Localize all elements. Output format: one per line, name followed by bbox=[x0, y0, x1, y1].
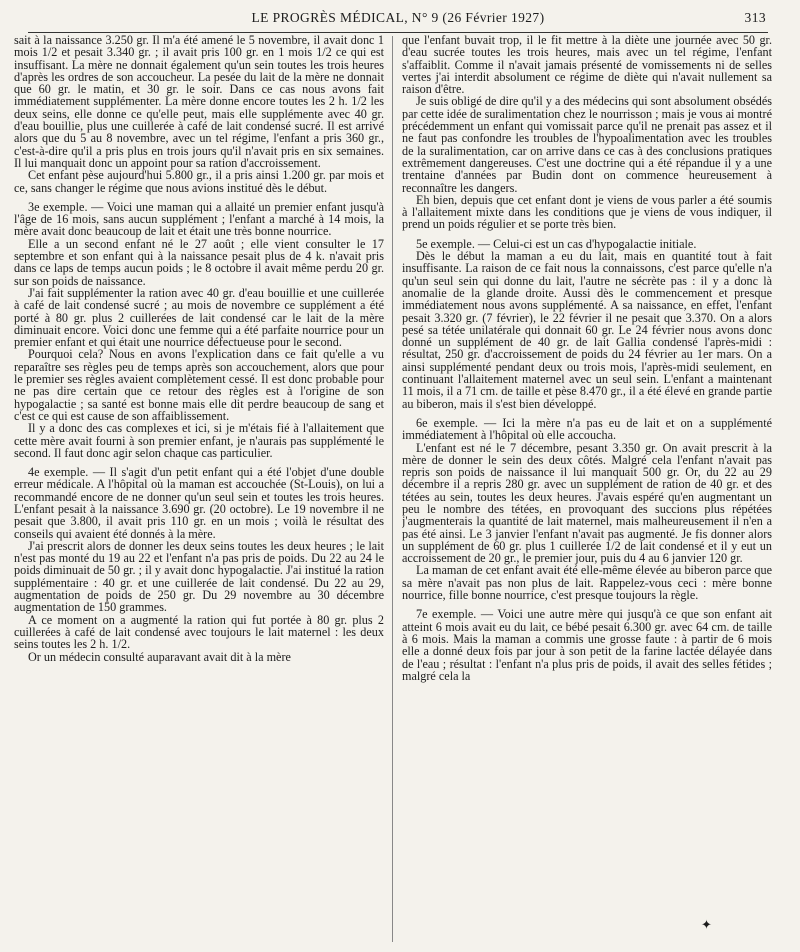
paragraph-example-6: 6e exemple. — Ici la mère n'a pas eu de lait et on a supplémenté immédiatement à l'hôpital où elle accoucha. bbox=[402, 415, 772, 443]
column-divider bbox=[392, 36, 393, 942]
paragraph: Je suis obligé de dire qu'il y a des médecins qui sont absolument obsédés par cette idée de suralimentation chez le nourrisson ; mais je vous ai montré précédemment un enfant qui vomissait parce qu'il ne prenait pas assez et il ne faut pas confondre les troubles de l'hypoalimentation avec les troubles de la suralimentation, car on arrive dans ce cas à des conclusions pratiques extrêmement dangereuses. C'est une doctrine qui a été répandue il y a une trentaine d'années par Budin dont on commence heureusement à reconnaître les dangers. bbox=[402, 94, 772, 195]
paragraph-example-5: 5e exemple. — Celui-ci est un cas d'hypogalactie initiale. bbox=[416, 236, 697, 251]
paragraph: L'enfant est né le 7 décembre, pesant 3.350 gr. On avait prescrit à la mère de donner le sein des deux côtés. Malgré cela l'enfant n'avait pas repris son poids de naissance il lui manquait 500 gr. Or, du 22 au 29 décembre il a repris 280 gr. avec un supplément de ration de 40 gr. et des tétées au sein, toutes les deux heures. J'avais espéré qu'en augmentant un peu le nombre des tétées, en provoquant des succions plus répétées j'augmenterais la quantité de lait maternel, mais malheureusement il n'en a pas été ainsi. Le 3 janvier l'enfant n'avait pas augmenté. Je fis donner alors un supplément de 60 gr. plus 1 cuillerée 1/2 de lait condensé et il y eut un accroissement de 20 gr., le premier jour, puis du 4 au 6 janvier 120 gr. bbox=[402, 440, 772, 566]
paragraph: Pourquoi cela? Nous en avons l'explication dans ce fait qu'elle a vu reparaître ses règles peu de temps après son accouchement, alors que pour le premier ses règles avaient complètement cessé. Il est donc probable pour ne pas dire certain que ce retour des règles est à l'origine de son hypogalactie ; sa santé est bonne mais elle dit perdre beaucoup de sang et c'est ce qui est cause de son affaiblissement. bbox=[14, 347, 384, 423]
header-rule bbox=[28, 32, 768, 33]
running-header bbox=[28, 8, 768, 30]
paragraph: Dès le début la maman a eu du lait, mais en quantité tout à fait insuffisante. La raison de ce fait nous la connaissons, c'est parce qu'elle n'a qu'un seul sein qui donne du lait, l'autre ne sécrète pas : il y a donc là anomalie de la glande droite. Aussi dès le commencement et presque immédiatement nous avons supplémenté. A sa naissance, en effet, l'enfant pesait 3.320 gr. (7 février), le 22 février il ne pesait que 3.370. On a alors pesé sa tétée unilatérale qui donnait 60 gr. Le 24 février nous avons donc donné un supplément de 40 gr. de lait Gallia condensé l'après-midi : résultat, 250 gr. d'accroissement de poids du 24 février au 1er mars. On a ainsi supplémenté pendant deux ou trois mois, l'après-midi seulement, en continuant l'allaitement maternel avec un seul sein. L'enfant a maintenant 11 mois, il a 71 cm. de taille et pèse 8.470 gr., il a été élevé en grande partie au biberon, mais il s'est bien développé. bbox=[402, 249, 772, 411]
paragraph: La maman de cet enfant avait été elle-même élevée au biberon parce que sa mère n'avait pas non plus de lait. Rappelez-vous ceci : mère bonne nourrice, fille bonne nourrice, c'est presque toujours la règle. bbox=[402, 563, 772, 603]
paragraph: J'ai prescrit alors de donner les deux seins toutes les deux heures ; le lait n'est pas monté du 19 au 22 et l'enfant n'a pas pris de poids. Du 22 au 24 le poids diminuait de 50 gr. ; il y avait donc hypogalactie. J'ai institué la ration supplémentaire : 40 gr. et une cuillerée de lait condensé. Du 22 au 29, augmentation de poids de 250 gr. Du 29 novembre au 30 décembre augmentation de 150 grammes. bbox=[14, 538, 384, 615]
paragraph: Cet enfant pèse aujourd'hui 5.800 gr., il a pris ainsi 1.200 gr. par mois et ce, sans changer le régime que nous avions institué dès le début. bbox=[14, 168, 384, 195]
end-ornament-icon: ✦ bbox=[701, 917, 712, 932]
right-column bbox=[402, 34, 772, 946]
page-number: 313 bbox=[744, 10, 766, 25]
journal-title: LE PROGRÈS MÉDICAL, N° 9 (26 Février 1927) bbox=[251, 10, 545, 25]
paragraph-example-7: 7e exemple. — Voici une autre mère qui jusqu'à ce que son enfant ait atteint 6 mois avait eu du lait, ce bébé pesait 6.300 gr. avec 64 cm. de taille à 6 mois. Mais la maman a commis une grosse faute : à partir de 6 mois elle a donné deux fois par jour à son petit de la farine lactée délayée dans de l'eau ; résultat : l'enfant n'a plus pris de poids, il avait des selles fétides ; malgré cela la bbox=[402, 607, 772, 683]
paragraph: J'ai fait supplémenter la ration avec 40 gr. d'eau bouillie et une cuillerée à café de lait condensé sucré ; au mois de novembre ce supplément a été porté à 80 gr. plus 2 cuillerées de lait condensé car le lait de la mère diminuait encore. Voici donc une femme qui a été parfaite nourrice pour un premier enfant et qui était une nourrice défectueuse pour le second. bbox=[14, 285, 384, 350]
paragraph-example-3: 3e exemple. — Voici une maman qui a allaité un premier enfant jusqu'à l'âge de 16 mois, sans aucun supplément ; l'enfant a marché à 14 mois, la mère avait donc beaucoup de lait et était une très bonne nourrice. bbox=[14, 199, 384, 239]
left-column bbox=[14, 34, 384, 946]
paragraph-example-4: 4e exemple. — Il s'agit d'un petit enfant qui a été l'objet d'une double erreur médicale. A l'hôpital où la maman est accouchée (St-Louis), on lui a recommandé encore de ne donner qu'un seul sein et toutes les trois heures. L'enfant pesait à la naissance 3.690 gr. (20 octobre). Le 19 novembre il ne pesait que 3.800, il avait pris 110 gr. en un mois ; voilà le résultat des conseils qui avaient été donnés à la mère. bbox=[14, 465, 384, 541]
paragraph: Eh bien, depuis que cet enfant dont je viens de vous parler a été soumis à l'allaitement mixte dans les conditions que je viens de vous indiquer, il prend un poids régulier et se porte très bien. bbox=[402, 192, 772, 232]
paragraph: A ce moment on a augmenté la ration qui fut portée à 80 gr. plus 2 cuillerées à café de lait condensé avec toujours le lait maternel : les deux seins toutes les 2 h. 1/2. bbox=[14, 612, 384, 652]
paragraph: sait à la naissance 3.250 gr. Il m'a été amené le 5 novembre, il avait donc 1 mois 1/2 et pesait 3.340 gr. ; il avait pris 100 gr. en 1 mois 1/2 ce qui est insuffisant. La mère ne donnait également qu'un sein toutes les trois heures d'après les ordres de son accoucheur. La pesée du lait de la mère ne donnait que 60 gr. le matin, et 30 gr. le soir. Dans ce cas nous avons fait immédiatement supplémenter. La mère donne encore toutes les 2 h. 1/2 les deux seins, elle donne ce qu'elle peut, mais elle supplémente avec 40 gr. d'eau bouillie, plus une cuillerée à café de lait condensé sucré. Il est arrivé alors que du 5 au 8 novembre, avec un tel régime, l'enfant a pris 360 gr., c'est-à-dire qu'il a pris plus en trois jours qu'il n'avait pris en six semaines. Il lui manquait donc un appoint pour sa ration d'accroissement. bbox=[14, 34, 384, 170]
paragraph: Or un médecin consulté auparavant avait dit à la mère bbox=[28, 649, 291, 664]
paragraph: Il y a donc des cas complexes et ici, si je m'étais fié à l'allaitement que cette mère avait fourni à son premier enfant, je n'aurais pas supplémenté le second. Il faut donc agir selon chaque cas particulier. bbox=[14, 421, 384, 460]
paragraph: Elle a un second enfant né le 27 août ; elle vient consulter le 17 septembre et son enfant qui à la naissance pesait plus de 4 k. n'avait pris dans ce laps de temps aucun poids ; le 8 octobre il avait même perdu 20 gr. sur son poids de naissance. bbox=[14, 236, 384, 288]
paragraph: que l'enfant buvait trop, il le fit mettre à la diète une journée avec 50 gr. d'eau sucrée toutes les trois heures, mais avec un tel régime, l'enfant s'affaiblit. Comme il n'avait jamais présenté de vomissements ni de selles vertes j'ai interdit absolument ce régime de diète qui n'avait nullement sa raison d'être. bbox=[402, 34, 772, 97]
